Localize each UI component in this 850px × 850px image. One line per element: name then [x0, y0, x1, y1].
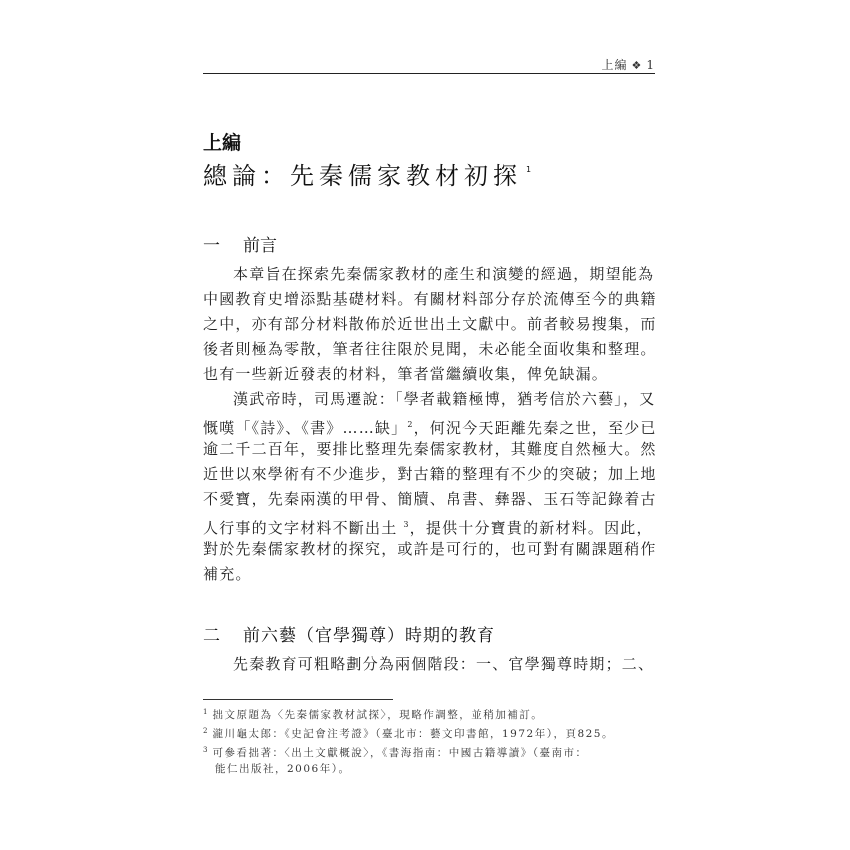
text-line: 近世以來學術有不少進步，對古籍的整理有不少的突破；加上地: [203, 465, 657, 483]
text-line: 不愛寶，先秦兩漢的甲骨、簡牘、帛書、彝器、玉石等記錄着古: [203, 490, 657, 508]
text-line: [203, 412, 655, 437]
footnote-1: [203, 704, 663, 723]
footnote-3-continuation: 能仁出版社，2006年）。: [215, 763, 351, 775]
paragraph-3: [203, 652, 655, 677]
page-number: 1: [646, 58, 655, 72]
running-head: [601, 56, 655, 73]
part-label: 上編: [203, 132, 242, 154]
footnote-ref-2[interactable]: 2: [407, 420, 414, 429]
text-span: ，何況今天距離先秦之世，至少已: [413, 419, 657, 437]
section-number: 二: [203, 626, 221, 646]
text-line: [203, 512, 655, 537]
section-number: 一: [203, 236, 220, 256]
section-title: 前言: [243, 236, 277, 256]
footnote-number: 1: [203, 708, 208, 716]
text-span: ，提供十分寶貴的新材料。因此，: [409, 519, 653, 537]
text-span: 慨嘆「《詩》、《書》……缺」: [203, 419, 408, 437]
text-line: 後者則極為零散，筆者往往限於見聞，未必能全面收集和整理。: [203, 340, 657, 358]
paragraph-2: [203, 387, 655, 587]
text-line: 補充。: [203, 565, 252, 583]
footnotes: [203, 704, 663, 777]
footnote-ref-3[interactable]: 3: [403, 520, 410, 529]
chapter-title-text: 總論：先秦儒家教材初探: [203, 162, 522, 190]
running-head-section: 上編: [601, 58, 628, 72]
footnote-3: [203, 742, 663, 761]
footnote-text: 瀧川龜太郎：《史記會注考證》（臺北市：藝文印書館，1972年），頁825。: [212, 728, 614, 740]
footnote-number: 2: [203, 727, 208, 735]
footnote-rule: [203, 699, 393, 700]
footnote-2: [203, 723, 663, 742]
ornament-icon: ❖: [631, 59, 643, 72]
text-line: 先秦教育可粗略劃分為兩個階段：一、官學獨尊時期；二、: [233, 655, 655, 673]
section-heading-1: [203, 231, 277, 256]
footnote-number: 3: [203, 746, 208, 754]
text-span: 人行事的文字材料不斷出土: [203, 519, 398, 537]
text-line: 對於先秦儒家教材的探究，或許是可行的，也可對有關課題稍作: [203, 540, 657, 558]
text-line: 也有一些新近發表的材料，筆者當繼續收集，俾免缺漏。: [203, 365, 609, 383]
header-rule: [203, 73, 655, 74]
text-line: 逾二千二百年，要排比整理先秦儒家教材，其難度自然極大。然: [203, 440, 657, 458]
text-line: 之中，亦有部分材料散佈於近世出土文獻中。前者較易搜集，而: [203, 315, 657, 333]
book-page: [203, 0, 655, 850]
footnote-ref-1[interactable]: 1: [526, 165, 532, 174]
text-line: 中國教育史增添點基礎材料。有關材料部分存於流傳至今的典籍: [203, 290, 657, 308]
section-title: 前六藝（官學獨尊）時期的教育: [243, 626, 495, 646]
section-heading-2: [203, 621, 495, 646]
paragraph-1: [203, 262, 655, 387]
text-line: 漢武帝時，司馬遷說：「學者載籍極博，猶考信於六藝」，又: [233, 390, 656, 408]
footnote-text: 拙文原題為〈先秦儒家教材試探〉，現略作調整，並稍加補訂。: [212, 709, 544, 721]
chapter-title: [203, 156, 531, 191]
text-line: 本章旨在探索先秦儒家教材的產生和演變的經過，期望能為: [233, 265, 655, 283]
footnote-text: 可參看拙著：〈出土文獻概說〉，《書海指南：中國古籍導讀》（臺南市：: [212, 747, 588, 759]
